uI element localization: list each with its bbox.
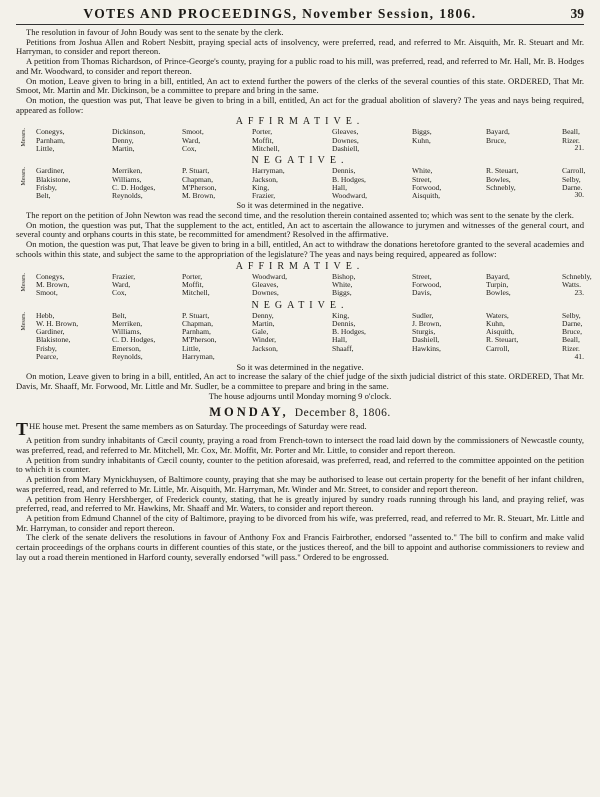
- member-name: Moffit,: [252, 135, 274, 145]
- member-name: Downes,: [252, 288, 279, 298]
- paras-a: [16, 28, 584, 115]
- member-name: Cox,: [182, 143, 197, 153]
- member-name: Martin,: [252, 318, 275, 328]
- member-name: C. D. Hodges,: [112, 182, 156, 192]
- member-name: Dashiell,: [412, 335, 440, 345]
- member-name: J. Brown,: [412, 318, 442, 328]
- member-name: Conegys,: [36, 127, 65, 137]
- vote-count: 41.: [574, 351, 584, 361]
- member-name: Kuhn,: [486, 318, 505, 328]
- paragraph: A petition from sundry inhabitants of Cæcil county, praying a road from French-town to intersect the road laid down by the commissioners of Newcastle county, was preferred, read, and referred to Mr. Mitchell, Mr. Cox, Mr. Moffit, Mr. Porter and Mr. Little, to consider and report thereon.: [16, 435, 584, 456]
- member-name: Parnham,: [182, 327, 211, 337]
- member-name: Bruce,: [486, 135, 507, 145]
- member-name: Selby,: [562, 174, 581, 184]
- member-name: Shaaff,: [332, 343, 354, 353]
- name-column: [332, 312, 366, 353]
- member-name: Street,: [412, 271, 432, 281]
- paragraph: The report on the petition of John Newton was read the second time, and the resolution therein contained assented to; which was sent to the senate by the clerk.: [26, 210, 574, 221]
- member-name: Bayard,: [486, 271, 510, 281]
- affirmative-heading: AFFIRMATIVE.: [235, 116, 365, 128]
- paras-b: [16, 211, 584, 260]
- name-column: [332, 273, 355, 298]
- messrs-label: Messrs.: [21, 311, 27, 331]
- member-name: Kuhn,: [412, 135, 431, 145]
- member-name: Chapman,: [182, 318, 214, 328]
- member-name: Beall,: [562, 127, 580, 137]
- member-name: Aisquith,: [412, 191, 441, 201]
- member-name: Carroll,: [486, 343, 510, 353]
- member-name: Woodward,: [252, 271, 288, 281]
- member-name: Selby,: [562, 310, 581, 320]
- member-name: Merriken,: [112, 318, 143, 328]
- member-name: Porter,: [252, 127, 273, 137]
- member-name: Denny,: [252, 310, 274, 320]
- vote-1-negative: [16, 167, 584, 201]
- member-name: Mitchell,: [252, 143, 280, 153]
- paragraph: On motion, Leave given to bring in a bill, entitled, An act to increase the salary of the chief judge of the sixth judicial district of this state. ORDERED, That Mr. Davis, Mr. Shaaff, Mr. Forwood, Mr. Little and Mr. Sudler, be a committee to prepare and bring in the same.: [16, 371, 584, 391]
- paragraph: A petition from Mary Mynickhuysen, of Baltimore county, praying that she may be authorised to lease out certain property for the benefit of her infant children, was preferred, read, and referred to Mr. Little, Mr. Aisquith, Mr. Harryman, Mr. Winder and Mr. Street, to consider and report thereon.: [16, 474, 584, 494]
- name-column: [562, 273, 592, 290]
- name-column: [332, 167, 367, 200]
- member-name: Gardiner,: [36, 166, 65, 176]
- name-column: [562, 312, 582, 353]
- member-name: Rizer.: [562, 135, 580, 145]
- name-column: [182, 312, 217, 362]
- member-name: M'Pherson,: [182, 182, 217, 192]
- member-name: P. Stuart,: [182, 166, 210, 176]
- day-date: December 8, 1806.: [294, 407, 391, 420]
- paragraph: The resolution in favour of John Boudy was sent to the senate by the clerk.: [26, 27, 284, 37]
- messrs-label: Messrs.: [21, 272, 27, 292]
- member-name: Darne,: [562, 318, 583, 328]
- member-name: Belt,: [36, 191, 51, 201]
- member-name: Ward,: [112, 279, 131, 289]
- member-name: Watts.: [562, 279, 582, 289]
- name-column: [562, 167, 585, 192]
- drop-cap: T: [16, 419, 29, 440]
- name-column: [412, 128, 432, 145]
- member-name: Moffit,: [182, 279, 204, 289]
- member-name: P. Stuart,: [182, 310, 210, 320]
- paragraph: On motion, the question was put, That leave be given to bring in a bill, entitled, An act for the gradual abolition of slavery? The yeas and nays being required, appeared as follow:: [16, 94, 584, 115]
- member-name: Frazier,: [252, 191, 276, 201]
- negative-heading: NEGATIVE.: [251, 155, 349, 167]
- member-name: Chapman,: [182, 174, 214, 184]
- name-column: [412, 167, 441, 200]
- day-heading: [16, 405, 584, 420]
- name-column: [486, 128, 510, 145]
- name-column: [112, 273, 135, 298]
- member-name: Little,: [36, 143, 55, 153]
- member-name: Martin,: [112, 143, 135, 153]
- paragraph: A petition from Thomas Richardson, of Prince-George's county, praying for a public road to his mill, was preferred, read, and referred to Mr. Hall, Mr. B. Hodges and Mr. Woodward, to consider and report thereon.: [16, 56, 584, 76]
- name-column: [112, 312, 155, 362]
- vote-count: 23.: [574, 287, 584, 297]
- opening-paragraph: [16, 419, 584, 440]
- member-name: Dickinson,: [112, 127, 146, 137]
- name-column: [252, 167, 285, 200]
- day-name: MONDAY,: [209, 405, 289, 420]
- opening-text: HE house met. Present the same members as on Saturday. The proceedings of Saturday were read.: [29, 421, 367, 432]
- vote-count: 30.: [574, 190, 584, 200]
- member-name: Bruce,: [562, 327, 583, 337]
- member-name: Blakistone,: [36, 335, 71, 345]
- name-column: [332, 128, 359, 153]
- paragraph: A petition from Edmund Channel of the city of Baltimore, praying to be divorced from his wife, was preferred, read, and referred to Mr. R. Steuart, Mr. Little and Mr. Harryman, to consider and report thereon.: [16, 512, 584, 533]
- member-name: Blakistone,: [36, 174, 71, 184]
- member-name: Jackson,: [252, 343, 278, 353]
- member-name: Downes,: [332, 135, 359, 145]
- paragraph: On motion, Leave given to bring in a bill, entitled, An act to extend further the powers of the clerks of the several counties of this state. ORDERED, That Mr. Smoot, Mr. Martin and Mr. Dickinson, be a committee to prepare and bring in the same.: [16, 75, 584, 96]
- member-name: King,: [332, 310, 350, 320]
- paragraph: The clerk of the senate delivers the resolutions in favour of Anthony Fox and Francis Fairbrother, endorsed "assented to." The bill to confirm and make valid certain proceedings of the orphans courts in different counties of this state, or the justices thereof, and the bill to appoint and authorise commissioners to review and lay out a road therein mentioned in Harford county, severally endorsed "will pass." Ordered to be engrossed.: [16, 532, 584, 562]
- paragraph: On motion, the question was put, That the supplement to the act, entitled, An act to ascertain the allowance to jurymen and witnesses of the general court, and several county and orphans courts in this state, be recommitted for amendment? Resolved in the affirmative.: [16, 219, 584, 240]
- name-column: [412, 273, 441, 298]
- member-name: Williams,: [112, 174, 142, 184]
- member-name: Porter,: [182, 271, 203, 281]
- member-name: B. Hodges,: [332, 327, 366, 337]
- member-name: Sudler,: [412, 310, 434, 320]
- member-name: M'Pherson,: [182, 335, 217, 345]
- member-name: Dennis,: [332, 318, 356, 328]
- name-column: [36, 167, 70, 200]
- member-name: Schnebly,: [486, 182, 516, 192]
- member-name: Dashiell,: [332, 143, 360, 153]
- member-name: Jackson,: [252, 174, 278, 184]
- member-name: Harryman,: [182, 352, 215, 362]
- member-name: Hall,: [332, 182, 347, 192]
- member-name: Aisquith,: [486, 327, 515, 337]
- member-name: White,: [332, 279, 353, 289]
- member-name: Waters,: [486, 310, 509, 320]
- member-name: Frisby,: [36, 182, 57, 192]
- name-column: [36, 312, 78, 362]
- member-name: Emerson,: [112, 343, 141, 353]
- member-name: Darne.: [562, 182, 583, 192]
- name-column: [36, 128, 65, 153]
- negative-heading: NEGATIVE.: [251, 299, 349, 311]
- name-column: [112, 128, 145, 153]
- name-column: [412, 312, 441, 353]
- vote-result: So it was determined in the negative.: [236, 361, 364, 372]
- member-name: Turpin,: [486, 279, 509, 289]
- vote-2-negative: [16, 312, 584, 363]
- name-column: [112, 167, 155, 200]
- member-name: Beall,: [562, 335, 580, 345]
- member-name: Sturgis,: [412, 327, 436, 337]
- member-name: Harryman,: [252, 166, 285, 176]
- name-column: [486, 273, 511, 298]
- member-name: Merriken,: [112, 166, 143, 176]
- vote-result: So it was determined in the negative.: [236, 200, 364, 211]
- name-column: [252, 312, 278, 353]
- member-name: Gale,: [252, 327, 269, 337]
- running-title: VOTES AND PROCEEDINGS, November Session, 1806.: [83, 6, 477, 21]
- member-name: Woodward,: [332, 191, 368, 201]
- member-name: Parnham,: [36, 135, 65, 145]
- member-name: Hall,: [332, 335, 347, 345]
- member-name: Street,: [412, 174, 432, 184]
- member-name: Davis,: [412, 288, 432, 298]
- member-name: Schnebly,: [562, 271, 592, 281]
- member-name: W. H. Brown,: [36, 318, 79, 328]
- member-name: Forwood,: [412, 182, 442, 192]
- member-name: Reynolds,: [112, 191, 143, 201]
- member-name: C. D. Hodges,: [112, 335, 156, 345]
- name-column: [252, 128, 280, 153]
- member-name: B. Hodges,: [332, 174, 366, 184]
- member-name: Winder,: [252, 335, 277, 345]
- paragraph: Petitions from Joshua Allen and Robert Nesbitt, praying special acts of insolvency, were preferred, read, and referred to Mr. Aisquith, Mr. R. Steuart and Mr. Harryman, to consider and report thereon.: [16, 36, 584, 57]
- member-name: Bowles,: [486, 174, 511, 184]
- member-name: King,: [252, 182, 270, 192]
- page-number: 39: [570, 6, 584, 21]
- member-name: Belt,: [112, 310, 127, 320]
- member-name: Smoot,: [182, 127, 204, 137]
- messrs-label: Messrs.: [21, 128, 27, 147]
- member-name: Frazier,: [112, 271, 136, 281]
- paragraph: On motion, the question was put, That leave be given to bring in a bill, entitled, An act to withdraw the donations heretofore granted to the several academies and schools within this state, and subject the same to the appropriation of the legislature? The yeas and nays being required, appeared as follow:: [16, 239, 584, 259]
- member-name: Biggs,: [412, 127, 432, 137]
- member-name: Gleaves,: [332, 127, 359, 137]
- member-name: Dennis,: [332, 166, 356, 176]
- name-column: [36, 273, 69, 298]
- vote-1-affirmative: [16, 128, 584, 154]
- messrs-label: Messrs.: [21, 167, 27, 186]
- member-name: Cox,: [112, 288, 127, 298]
- name-column: [486, 167, 518, 192]
- member-name: Mitchell,: [182, 288, 210, 298]
- member-name: Gleaves,: [252, 279, 279, 289]
- member-name: Bowles,: [486, 288, 511, 298]
- adjournment: The house adjourns until Monday morning 9 o'clock.: [208, 390, 392, 401]
- page-header: [16, 6, 584, 25]
- vote-2-affirmative: [16, 271, 592, 299]
- member-name: Rizer.: [562, 343, 580, 353]
- member-name: Denny,: [112, 135, 134, 145]
- vote-count: 21.: [574, 143, 584, 153]
- name-column: [182, 128, 204, 153]
- member-name: Little,: [182, 343, 201, 353]
- member-name: R. Steuart,: [486, 166, 519, 176]
- member-name: Reynolds,: [112, 352, 143, 362]
- member-name: M. Brown,: [182, 191, 216, 201]
- session-2: [16, 419, 584, 562]
- member-name: R. Steuart,: [486, 335, 519, 345]
- member-name: Bishop,: [332, 271, 356, 281]
- member-name: Williams,: [112, 327, 142, 337]
- member-name: Bayard,: [486, 127, 510, 137]
- name-column: [486, 312, 518, 353]
- member-name: Hawkins,: [412, 343, 441, 353]
- name-column: [182, 273, 210, 298]
- member-name: Biggs,: [332, 288, 352, 298]
- member-name: Gardiner,: [36, 327, 65, 337]
- member-name: Frisby,: [36, 343, 57, 353]
- member-name: Conegys,: [36, 271, 65, 281]
- name-column: [182, 167, 217, 200]
- member-name: Carroll,: [562, 166, 586, 176]
- member-name: Forwood,: [412, 279, 442, 289]
- member-name: Pearce,: [36, 352, 59, 362]
- paragraph: A petition from Henry Hershberger, of Frederick county, stating, that he is greatly injured by sundry roads running through his land, and praying relief, was preferred, read, and referred to Mr. Hawkins, Mr. Shaaff and Mr. Waters, to consider and report thereon.: [16, 493, 584, 514]
- paragraph: A petition from sundry inhabitants of Cæcil county, counter to the petition aforesaid, was preferred, read, and referred to the committee appointed on the petition to which it is counter.: [16, 454, 584, 475]
- member-name: Ward,: [182, 135, 201, 145]
- member-name: M. Brown,: [36, 279, 70, 289]
- name-column: [252, 273, 287, 298]
- document-page: [16, 6, 592, 791]
- affirmative-heading: AFFIRMATIVE.: [235, 260, 365, 272]
- member-name: Hebb,: [36, 310, 55, 320]
- member-name: Smoot,: [36, 288, 58, 298]
- member-name: White,: [412, 166, 433, 176]
